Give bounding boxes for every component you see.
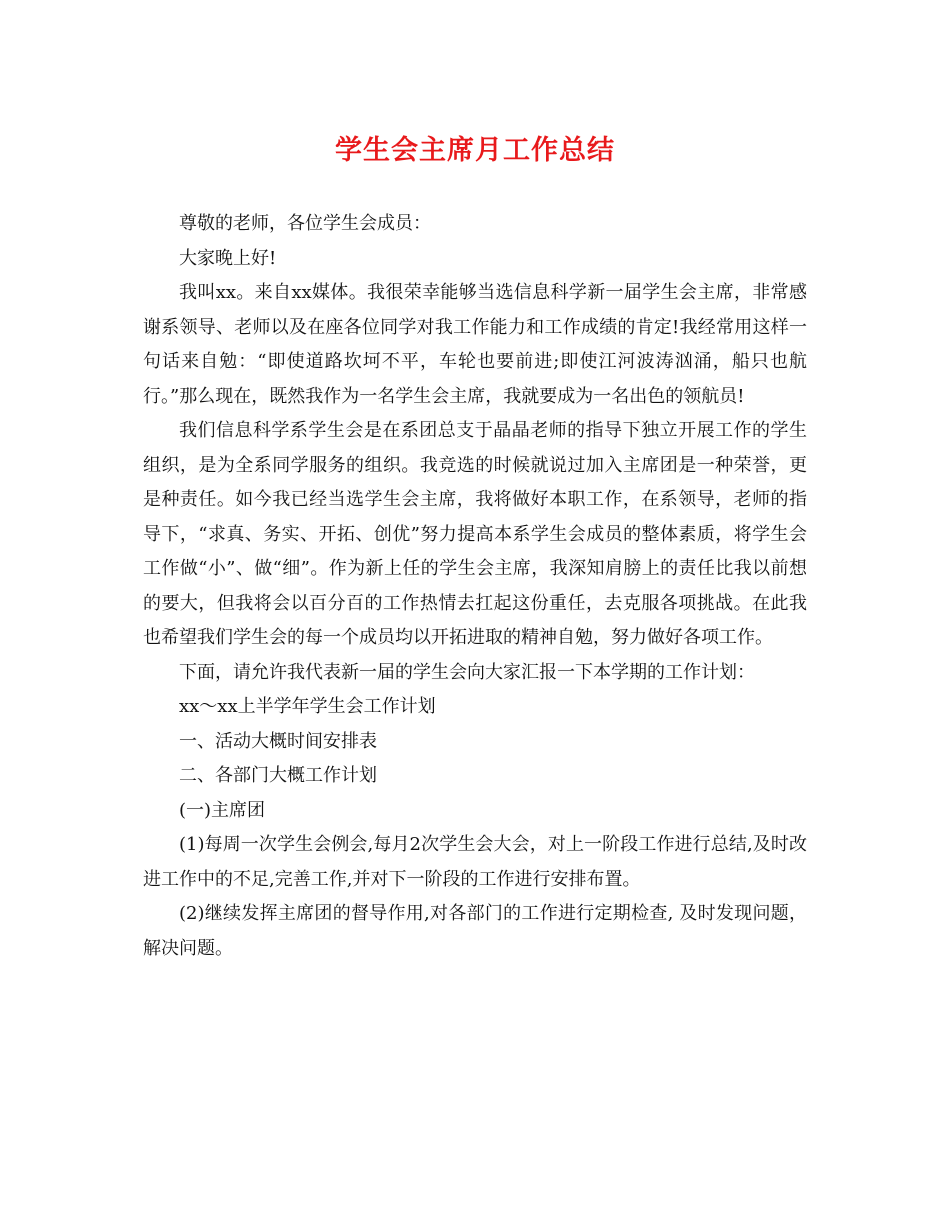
organization-paragraph: 我们信息科学系学生会是在系团总支于晶晶老师的指导下独立开展工作的学生组织，是为全系同学服务的组织。我竞选的时候就说过加入主席团是一种荣誉，更是种责任。如今我已经当选学生会主席，我将做好本职工作，在系领导，老师的指导下，“求真、务实、开拓、创优”努力提高本系学生会成员的整体素质，将学生会工作做“小”、做“细”。作为新上任的学生会主席，我深知肩膀上的责任比我以前想的要大，但我将会以百分百的工作热情去扛起这份重任，去克服各项挑战。在此我也希望我们学生会的每一个成员均以开拓进取的精神自勉，努力做好各项工作。 [143, 420, 807, 648]
plan-item-1: (1)每周一次学生会例会,每月2次学生会大会，对上一阶段工作进行总结,及时改进工作中的不足,完善工作,并对下一阶段的工作进行安排布置。 [143, 834, 807, 890]
introduction-paragraph: 我叫xx。来自xx媒体。我很荣幸能够当选信息科学新一届学生会主席，非常感谢系领导、老师以及在座各位同学对我工作能力和工作成绩的肯定!我经常用这样一句话来自勉：“即使道路坎坷不平，车轮也要前进;即使江河波涛汹涌，船只也航行。”那么现在，既然我作为一名学生会主席，我就要成为一名出色的领航员! [143, 282, 807, 407]
document-title: 学生会主席月工作总结 [335, 135, 615, 166]
plan-item-2: (2)继续发挥主席团的督导作用,对各部门的工作进行定期检查, 及时发现问题，解决问题。 [143, 903, 807, 959]
greeting-paragraph: 大家晚上好! [179, 247, 277, 269]
document-body [143, 207, 807, 966]
subsection-presidium-heading: (一)主席团 [179, 799, 266, 821]
plan-heading: xx～xx上半学年学生会工作计划 [179, 696, 436, 717]
plan-intro-paragraph: 下面，请允许我代表新一届的学生会向大家汇报一下本学期的工作计划： [179, 661, 755, 683]
section-one-heading: 一、活动大概时间安排表 [179, 730, 377, 752]
salutation-paragraph: 尊敬的老师，各位学生会成员： [179, 213, 431, 234]
section-two-heading: 二、各部门大概工作计划 [179, 765, 377, 786]
